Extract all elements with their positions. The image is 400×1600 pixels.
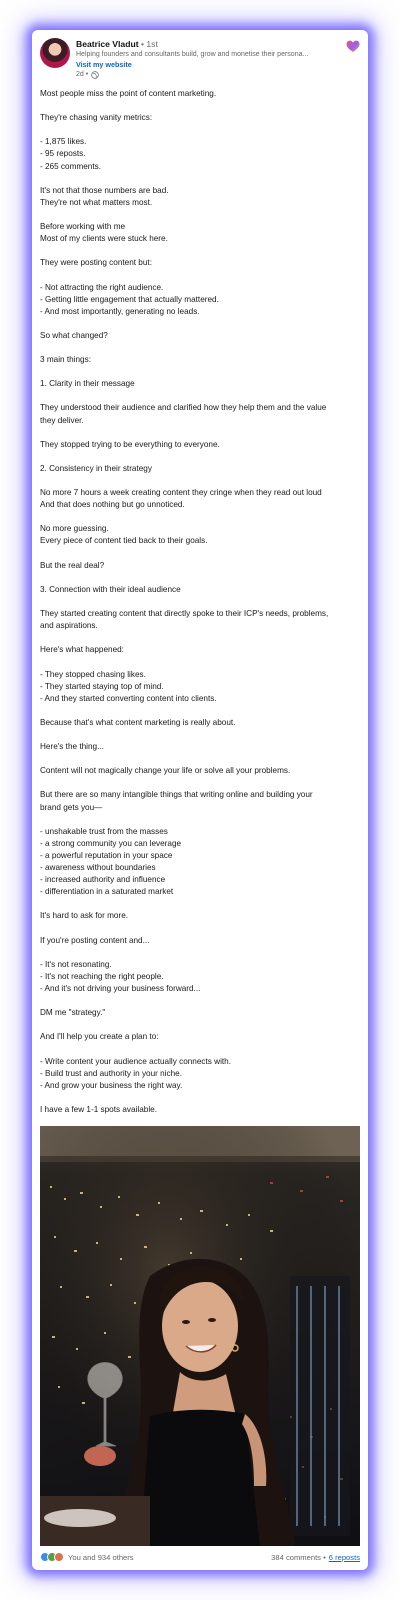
post-blank-line [40, 475, 358, 487]
post-text-line: Most people miss the point of content marketing. [40, 89, 217, 98]
post-image[interactable] [40, 1126, 360, 1546]
post-blank-line [40, 427, 358, 439]
post-blank-line [40, 366, 358, 378]
post-text-line: - 95 reposts. [40, 149, 86, 159]
post-blank-line [40, 342, 358, 354]
post-text-line: So what changed? [40, 330, 108, 340]
globe-icon [91, 71, 99, 79]
post-text-line: - They stopped chasing likes. [40, 669, 146, 679]
post-text-line: 2. Consistency in their strategy [40, 463, 152, 473]
post-text [40, 88, 358, 1116]
post-text-line: - 1,875 likes. [40, 137, 87, 147]
post-text-line: It's not that those numbers are bad. [40, 185, 169, 195]
post-text-line: No more guessing. [40, 524, 109, 534]
post-text-line: They understood their audience and clarified how they help them and the value [40, 403, 327, 413]
post-blank-line [40, 705, 358, 717]
author-name[interactable]: Beatrice Vladut [76, 39, 139, 49]
post-text-line: and aspirations. [40, 621, 98, 631]
post-blank-line [40, 269, 358, 281]
post-text-line: And I'll help you create a plan to: [40, 1032, 159, 1042]
separator-dot: • [140, 39, 144, 49]
post-text-line: - It's not resonating. [40, 959, 112, 969]
post-blank-line [40, 390, 358, 402]
post-blank-line [40, 922, 358, 934]
post-blank-line [40, 596, 358, 608]
post-text-line: - unshakable trust from the masses [40, 826, 168, 836]
post-header [40, 38, 360, 86]
post-blank-line [40, 729, 358, 741]
post-text-line: And that does nothing but go unnoticed. [40, 500, 185, 510]
post-text-line: I have a few 1-1 spots available. [40, 1104, 157, 1114]
post-text-line: Content will not magically change your life or solve all your problems. [40, 766, 291, 776]
post-text-line: Here's what happened: [40, 645, 124, 655]
post-text-line: They're chasing vanity metrics: [40, 113, 153, 123]
post-blank-line [40, 632, 358, 644]
post-text-line: - And it's not driving your business forward... [40, 983, 201, 993]
post-blank-line [40, 548, 358, 560]
post-blank-line [40, 1092, 358, 1104]
post-text-line: - Getting little engagement that actually mattered. [40, 294, 219, 304]
post-text-line: Because that's what content marketing is really about. [40, 717, 236, 727]
post-text-line: 1. Clarity in their message [40, 379, 135, 389]
post-time [76, 70, 334, 80]
post-text-line: - And grow your business the right way. [40, 1080, 183, 1090]
post-text-line: - a strong community you can leverage [40, 838, 182, 848]
post-text-line: 3 main things: [40, 355, 91, 365]
post-text-line: DM me "strategy." [40, 1008, 106, 1018]
post-text-line: they deliver. [40, 415, 84, 425]
post-blank-line [40, 100, 358, 112]
post-blank-line [40, 511, 358, 523]
post-blank-line [40, 451, 358, 463]
post-text-line: Most of my clients were stuck here. [40, 234, 168, 244]
author-avatar[interactable] [40, 38, 70, 68]
visit-website-link[interactable]: Visit my website [76, 60, 132, 69]
comments-count[interactable]: 384 comments • [271, 1552, 326, 1562]
post-text-line: brand gets you— [40, 802, 103, 812]
post-blank-line [40, 173, 358, 185]
post-text-line: If you're posting content and... [40, 935, 150, 945]
post-text-line: - a powerful reputation in your space [40, 850, 173, 860]
post-text-line: Here's the thing... [40, 742, 104, 752]
author-name-line [76, 38, 334, 50]
post-blank-line [40, 124, 358, 136]
post-text-line: Before working with me [40, 222, 126, 232]
post-blank-line [40, 318, 358, 330]
post-text-line: They stopped trying to be everything to everyone. [40, 439, 220, 449]
post-text-line: - Build trust and authority in your niche. [40, 1068, 182, 1078]
post-text-line: They started creating content that directly spoke to their ICP's needs, problems, [40, 609, 329, 619]
reactions-count[interactable]: You and 934 others [68, 1552, 134, 1562]
post-text-line: - differentiation in a saturated market [40, 887, 174, 897]
post-time-text: 2d • [76, 71, 89, 78]
post-text-line: - They started staying top of mind. [40, 681, 164, 691]
post-image-graphic [40, 1126, 360, 1546]
post-blank-line [40, 777, 358, 789]
post-text-line: - increased authority and influence [40, 875, 166, 885]
heart-reaction-icon[interactable] [346, 40, 360, 53]
post-blank-line [40, 814, 358, 826]
social-counts-bar [40, 1550, 360, 1564]
post-blank-line [40, 572, 358, 584]
post-blank-line [40, 898, 358, 910]
post-text-line: Every piece of content tied back to their goals. [40, 536, 208, 546]
post-text-line: - It's not reaching the right people. [40, 971, 164, 981]
post-text-line: - And most importantly, generating no leads. [40, 306, 200, 316]
post-text-line: - Not attracting the right audience. [40, 282, 164, 292]
author-headline: Helping founders and consultants build, grow and monetise their persona... [76, 51, 309, 58]
post-text-line: - 265 comments. [40, 161, 101, 171]
post-text-line: It's hard to ask for more. [40, 911, 129, 921]
post-blank-line [40, 1019, 358, 1031]
author-meta [76, 38, 334, 80]
post-text-line: They're not what matters most. [40, 197, 153, 207]
post-card [32, 30, 368, 1570]
post-text-line: 3. Connection with their ideal audience [40, 584, 181, 594]
post-text-line: - awareness without boundaries [40, 863, 156, 872]
post-blank-line [40, 209, 358, 221]
post-blank-line [40, 753, 358, 765]
post-text-line: No more 7 hours a week creating content they cringe when they read out loud [40, 488, 322, 498]
post-blank-line [40, 245, 358, 257]
reaction-icons[interactable] [40, 1552, 64, 1562]
post-blank-line [40, 1043, 358, 1055]
post-text-line: But there are so many intangible things that writing online and building your [40, 790, 313, 800]
post-text-line: - And they started converting content into clients. [40, 693, 217, 703]
post-text-line: They were posting content but: [40, 258, 152, 268]
support-reaction-icon [54, 1552, 64, 1562]
post-blank-line [40, 995, 358, 1007]
post-blank-line [40, 947, 358, 959]
post-blank-line [40, 656, 358, 668]
connection-degree: 1st [146, 39, 158, 49]
reposts-count[interactable]: 6 reposts [328, 1552, 360, 1562]
post-text-line: But the real deal? [40, 560, 105, 570]
post-text-line: - Write content your audience actually connects with. [40, 1056, 231, 1066]
